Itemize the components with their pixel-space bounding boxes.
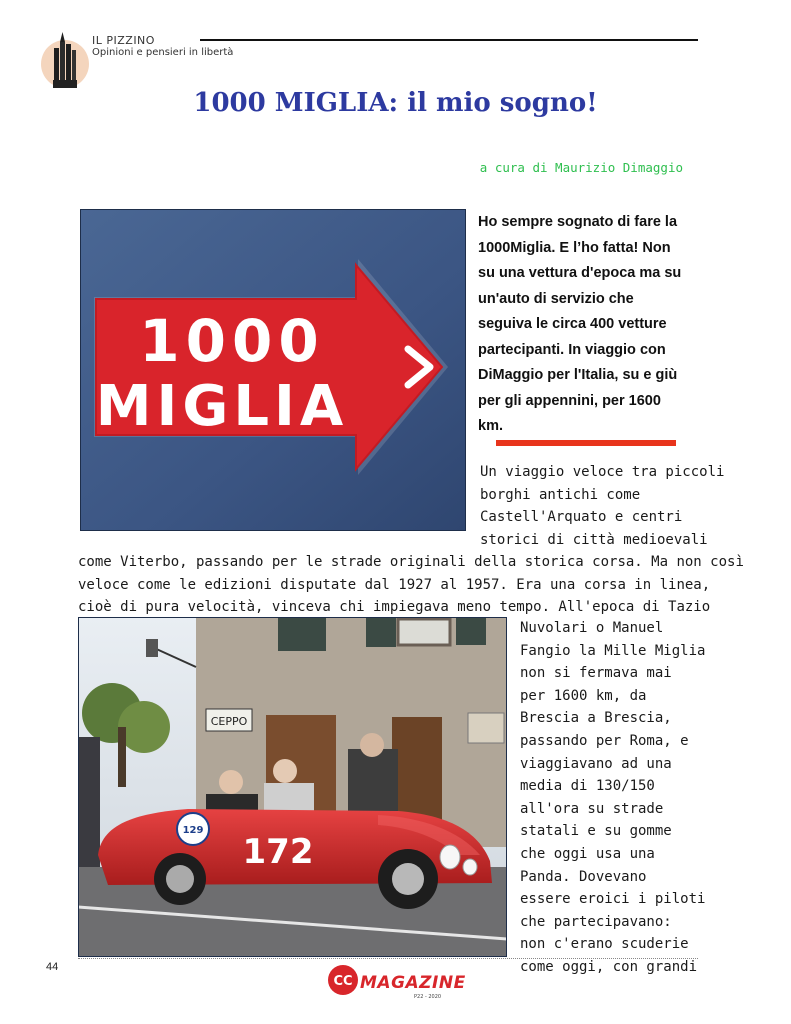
lead-line: su una vettura d'epoca ma su bbox=[478, 265, 682, 281]
lead-divider bbox=[496, 440, 676, 446]
lead-line: km. bbox=[478, 418, 503, 434]
body-line: all'ora su strade bbox=[520, 800, 664, 817]
body-line: cioè di pura velocità, vinceva chi impiegava meno tempo. All'epoca di Tazio bbox=[78, 599, 711, 616]
body-text-column bbox=[520, 617, 720, 979]
body-line: storici di città medioevali bbox=[480, 531, 708, 548]
body-text-right bbox=[480, 461, 725, 551]
red-race-car-photo bbox=[78, 617, 507, 957]
brand-name: IL PIZZINO bbox=[92, 34, 155, 47]
body-line: Nuvolari o Manuel bbox=[520, 620, 664, 636]
body-line: Panda. Dovevano bbox=[520, 868, 647, 885]
lead-line: 1000Miglia. E l’ho fatta! Non bbox=[478, 239, 671, 256]
footer-divider bbox=[78, 958, 698, 959]
body-line: borghi antichi come bbox=[480, 486, 641, 503]
body-line: come Viterbo, passando per le strade originali della storica corsa. Ma non così bbox=[78, 554, 744, 570]
lead-line: un'auto di servizio che bbox=[478, 290, 634, 307]
body-line: che partecipavano: bbox=[520, 913, 672, 930]
sign-text-1000: 1000 bbox=[139, 307, 325, 375]
body-line: per 1600 km, da bbox=[520, 687, 647, 704]
car-race-number: 172 bbox=[242, 832, 314, 872]
body-line: passando per Roma, e bbox=[520, 732, 689, 749]
body-line: che oggi usa una bbox=[520, 845, 655, 862]
header-divider bbox=[200, 39, 698, 41]
body-line: veloce come le edizioni disputate dal 1927 al 1957. Era una corsa in linea, bbox=[78, 576, 711, 593]
ceppo-shop-sign: CEPPO bbox=[210, 715, 248, 728]
lead-line: per gli appennini, per 1600 bbox=[478, 392, 661, 409]
car-plate-number: 129 bbox=[182, 825, 204, 836]
body-line: Brescia a Brescia, bbox=[520, 710, 672, 727]
lead-paragraph bbox=[478, 210, 708, 440]
lead-line: Ho sempre sognato di fare la bbox=[478, 214, 678, 230]
lead-line: partecipanti. In viaggio con bbox=[478, 341, 666, 358]
page-number: 44 bbox=[46, 961, 59, 973]
body-text-full bbox=[78, 551, 744, 619]
body-line: statali e su gomme bbox=[520, 823, 672, 840]
article-byline: a cura di Maurizio Dimaggio bbox=[479, 160, 683, 175]
magazine-name: MAGAZINE bbox=[360, 973, 466, 993]
magazine-logo bbox=[326, 963, 466, 1001]
body-line: Castell'Arquato e centri bbox=[480, 509, 683, 526]
sign-text-miglia: MIGLIA bbox=[95, 374, 349, 439]
lead-line: seguiva le circa 400 vetture bbox=[478, 316, 667, 332]
mille-miglia-sign-photo bbox=[80, 209, 466, 531]
pizzino-logo-icon bbox=[40, 28, 90, 94]
body-line: Fangio la Mille Miglia bbox=[520, 642, 706, 659]
magazine-issue: P22 - 2020 bbox=[414, 994, 442, 1000]
brand-tagline: Opinioni e pensieri in libertà bbox=[92, 47, 234, 58]
body-line: non c'erano scuderie bbox=[520, 936, 689, 953]
body-line: viaggiavano ad una bbox=[520, 755, 672, 772]
lead-line: DiMaggio per l'Italia, su e giù bbox=[478, 367, 678, 383]
body-line: media di 130/150 bbox=[520, 778, 655, 795]
body-line: essere eroici i piloti bbox=[520, 891, 706, 908]
body-line: Un viaggio veloce tra piccoli bbox=[480, 464, 725, 480]
magazine-badge-text: CC bbox=[333, 974, 353, 989]
article-title: 1000 MIGLIA: il mio sogno! bbox=[193, 88, 598, 118]
body-line: come oggi, con grandi bbox=[520, 958, 698, 975]
body-line: non si fermava mai bbox=[520, 665, 672, 682]
